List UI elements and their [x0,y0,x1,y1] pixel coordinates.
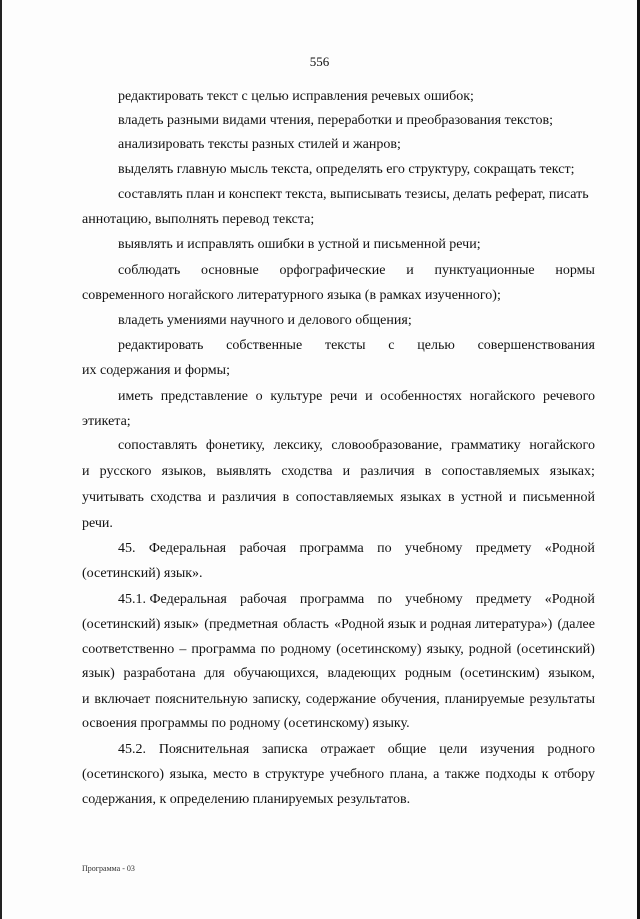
word: письменной [522,490,595,505]
word: редактировать [118,338,204,353]
word: сходства [281,464,333,479]
justified-line [118,262,595,280]
word: 45.2. [118,742,146,757]
word: предмету [475,592,532,607]
word: изучения [480,742,535,757]
text-line: их содержания и формы; [82,363,230,378]
word: иметь [118,389,154,404]
word: сопоставлять [118,438,198,453]
word: а [433,767,440,782]
word: ногайского [529,438,595,453]
word: родному [280,642,332,657]
word: к [541,767,549,782]
footer-note: Программа - 03 [82,864,135,873]
word: пунктуационные [434,263,535,278]
word: структуре [265,767,325,782]
word: подходы [485,767,537,782]
word: Федеральная [148,541,227,556]
word: рабочая [240,592,287,607]
word: содержание [305,692,377,707]
word: речи [330,389,358,404]
section-heading-45-cont: (осетинский) язык». [82,566,203,581]
justified-line [118,741,595,759]
word: (осетинский) язык» [82,617,200,632]
word: и [406,263,414,278]
text-line: владеть разными видами чтения, переработки и преобразования текстов; [118,113,554,128]
word: представление [160,389,248,404]
word: и [508,490,517,505]
text-line: выделять главную мысль текста, определять его структуру, сокращать текст; [118,162,575,177]
text-line: этикета; [82,414,131,429]
word: также [444,767,480,782]
word: ногайского [469,389,536,404]
word: различия [360,464,415,479]
word: язык) [82,666,115,681]
justified-line [82,665,595,683]
word: плана, [389,767,428,782]
word: с [388,338,395,353]
word: орфографические [279,263,386,278]
word: лексику, [273,438,323,453]
word: в [424,464,432,479]
word: Пояснительная [158,742,250,757]
justified-line [82,463,595,481]
word: планируемые [444,692,525,707]
word: (осетинскому) [336,642,422,657]
word: языком, [548,666,595,681]
word: и [82,464,90,479]
word: основные [200,263,259,278]
word: для [204,666,225,681]
word: общие [387,742,427,757]
word: (осетинским) [459,666,540,681]
word: цели [439,742,468,757]
word: (осетинского) [82,767,165,782]
justified-line [82,766,595,784]
word: отбору [554,767,595,782]
word: (далее [557,617,595,632]
word: соблюдать [118,263,181,278]
word: устной [461,490,503,505]
word: записку, [252,692,301,707]
word: в [252,767,260,782]
word: различия [221,490,277,505]
word: отражает [320,742,375,757]
word: и [365,389,373,404]
page-number: 556 [309,54,330,69]
word: учебному [405,592,463,607]
word: 45.1. Федеральная [118,592,227,607]
word: русского [99,464,152,479]
word: языках; [549,464,595,479]
word: пояснительную [155,692,248,707]
word: «Родной [544,541,595,556]
word: программа [299,592,365,607]
word: собственные [226,338,303,353]
word: владеющих [327,666,397,681]
justified-line [118,437,595,455]
word: место [212,767,248,782]
word: записка [261,742,308,757]
word: сходства [150,490,202,505]
word: (осетинский) [516,642,595,657]
word: учебному [404,541,463,556]
word: целью [417,338,455,353]
word: и [342,464,351,479]
word: в [282,490,290,505]
word: грамматику [450,438,521,453]
word: (предметная [204,617,278,632]
word: родным [404,666,452,681]
text-line: содержания, к определению планируемых результатов. [82,792,411,807]
word: в [447,490,455,505]
justified-line [118,337,595,355]
justified-line [82,691,595,709]
word: сопоставляемых [295,490,394,505]
justified-line [118,591,595,609]
word: языка, [169,767,208,782]
word: обучения, [380,692,440,707]
text-line: современного ногайского литературного языка (в рамках изученного); [82,288,501,303]
section-heading-45 [118,540,595,558]
word: – [179,642,187,657]
text-line: речи. [82,516,113,531]
word: и [82,692,90,707]
word: языках [400,490,442,505]
word: рабочая [239,541,287,556]
word: предмету [475,541,532,556]
word: разработана [123,666,196,681]
word: область [283,617,329,632]
word: фонетику, [205,438,265,453]
word: по [260,642,276,657]
word: обучающихся, [233,666,319,681]
word: «Родной [544,592,595,607]
word: культуре [270,389,323,404]
text-line: освоения программы по родному (осетинскому) языку. [82,716,410,731]
word: языков, [161,464,207,479]
word: программа [299,541,364,556]
word: по [377,541,392,556]
justified-line [82,641,595,659]
word: включает [94,692,151,707]
word: речевого [542,389,595,404]
justified-line [82,616,595,634]
word: родной [468,642,512,657]
word: нормы [555,263,595,278]
word: результаты [529,692,595,707]
word: выявлять [216,464,272,479]
word: и [207,490,216,505]
word: словообразование, [331,438,443,453]
word: тексты [324,338,366,353]
text-line: составлять план и конспект текста, выписывать тезисы, делать реферат, писать [118,187,589,202]
word: соответственно [82,642,175,657]
word: о [255,389,263,404]
text-line: редактировать текст с целью исправления речевых ошибок; [118,89,474,104]
word: родного [547,742,595,757]
word: особенностях [380,389,462,404]
justified-line [82,489,595,507]
text-line: анализировать тексты разных стилей и жанров; [118,137,401,152]
word: языку, [426,642,464,657]
word: программа [191,642,256,657]
word: по [377,592,392,607]
text-line: аннотацию, выполнять перевод текста; [82,212,315,227]
text-line: владеть умениями научного и делового общения; [118,313,412,328]
word: учебного [329,767,385,782]
word: «Родной язык и родная литература») [334,617,553,632]
word: учитывать [82,490,144,505]
text-line: выявлять и исправлять ошибки в устной и письменной речи; [118,237,481,252]
word: сопоставляемых [441,464,540,479]
word: совершенствования [477,338,595,353]
justified-line [118,388,595,406]
word: 45. [118,541,136,556]
